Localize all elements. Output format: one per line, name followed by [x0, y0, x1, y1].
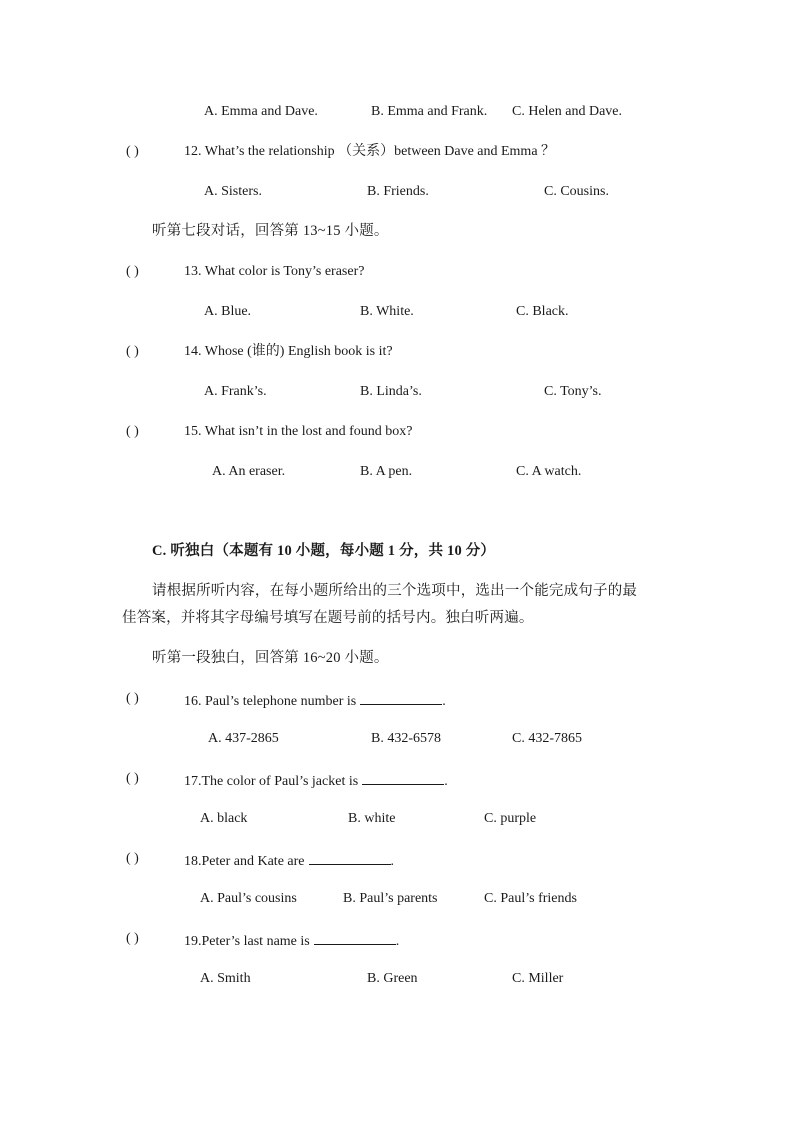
- q18-question: [184, 850, 394, 871]
- q16-end: .: [442, 694, 446, 709]
- q15-question: 15. What isn’t in the lost and found box?: [184, 424, 413, 439]
- q16-question-text: 16. Paul’s telephone number is: [184, 694, 357, 709]
- q19-option-b: B. Green: [367, 971, 418, 986]
- q15-option-b: B. A pen.: [360, 464, 413, 479]
- q14-answer-paren: ( ): [126, 344, 139, 359]
- monologue1-intro: 听第一段独白，回答第 16~20 小题。: [152, 650, 389, 666]
- q12-option-c: C. Cousins.: [544, 184, 609, 199]
- q16-answer-paren: ( ): [126, 691, 139, 706]
- q16-option-b: B. 432-6578: [371, 731, 441, 746]
- section-c-instruction-line1: 请根据所听内容，在每小题所给出的三个选项中，选出一个能完成句子的最: [152, 583, 638, 599]
- q14-option-a: A. Frank’s.: [204, 384, 267, 399]
- q16-question: [184, 690, 446, 711]
- q11-option-c: C. Helen and Dave.: [512, 104, 623, 119]
- q11-option-a: A. Emma and Dave.: [204, 104, 318, 119]
- q12-answer-paren: ( ): [126, 144, 139, 159]
- q19-blank: [314, 930, 396, 945]
- q19-option-a: A. Smith: [200, 971, 251, 986]
- q17-answer-paren: ( ): [126, 771, 139, 786]
- dialog7-intro: 听第七段对话，回答第 13~15 小题。: [152, 223, 389, 239]
- q14-option-c: C. Tony’s.: [544, 384, 602, 399]
- q16-option-a: A. 437-2865: [208, 731, 279, 746]
- q19-question: [184, 930, 399, 951]
- q17-question: [184, 770, 448, 791]
- q11-option-b: B. Emma and Frank.: [371, 104, 488, 119]
- q18-option-b: B. Paul’s parents: [343, 891, 438, 906]
- q13-option-a: A. Blue.: [204, 304, 252, 319]
- q12-option-b: B. Friends.: [367, 184, 429, 199]
- q15-answer-paren: ( ): [126, 424, 139, 439]
- q13-option-b: B. White.: [360, 304, 414, 319]
- q18-answer-paren: ( ): [126, 851, 139, 866]
- q12-question: 12. What’s the relationship （关系）between Dave and Emma ？: [184, 144, 556, 159]
- q19-question-text: 19.Peter’s last name is: [184, 934, 310, 949]
- q19-option-c: C. Miller: [512, 971, 564, 986]
- q17-option-c: C. purple: [484, 811, 537, 826]
- section-c-instruction-line2: 佳答案，并将其字母编号填写在题号前的括号内。独白听两遍。: [122, 610, 534, 626]
- q18-option-a: A. Paul’s cousins: [200, 891, 297, 906]
- q15-option-a: A. An eraser.: [212, 464, 286, 479]
- q17-option-a: A. black: [200, 811, 248, 826]
- q18-option-c: C. Paul’s friends: [484, 891, 577, 906]
- q19-answer-paren: ( ): [126, 931, 139, 946]
- q12-option-a: A. Sisters.: [204, 184, 262, 199]
- q13-answer-paren: ( ): [126, 264, 139, 279]
- q14-question: 14. Whose (谁的) English book is it?: [184, 344, 393, 359]
- q17-option-b: B. white: [348, 811, 396, 826]
- q15-option-c: C. A watch.: [516, 464, 582, 479]
- q18-question-text: 18.Peter and Kate are: [184, 854, 305, 869]
- q18-blank: [309, 850, 391, 865]
- q16-blank: [360, 690, 442, 705]
- q18-end: .: [390, 854, 394, 869]
- section-c-heading: C. 听独白（本题有 10 小题，每小题 1 分，共 10 分）: [152, 543, 496, 559]
- q17-blank: [362, 770, 444, 785]
- q13-option-c: C. Black.: [516, 304, 569, 319]
- q16-option-c: C. 432-7865: [512, 731, 582, 746]
- q17-question-text: 17.The color of Paul’s jacket is: [184, 774, 359, 789]
- q17-end: .: [444, 774, 448, 789]
- q19-end: .: [395, 934, 400, 949]
- q13-question: 13. What color is Tony’s eraser?: [184, 264, 365, 279]
- q14-option-b: B. Linda’s.: [360, 384, 422, 399]
